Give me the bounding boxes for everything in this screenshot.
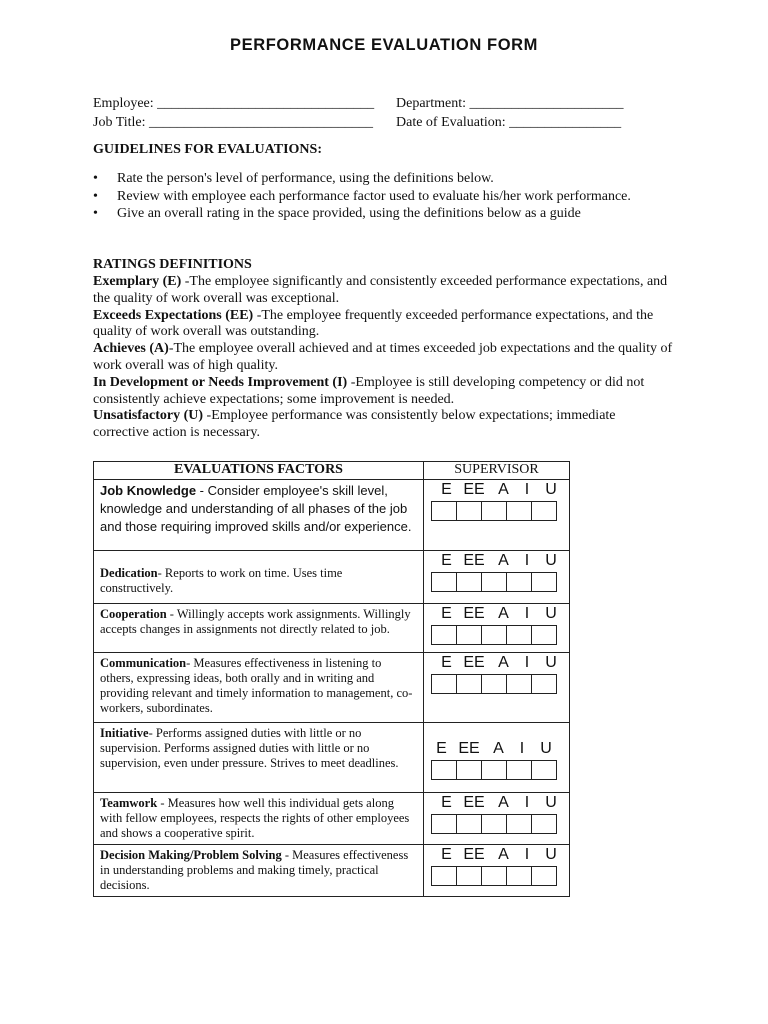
- rating-box[interactable]: [506, 501, 532, 521]
- code-label: I: [524, 846, 530, 863]
- factor-name: Decision Making/Problem Solving: [100, 848, 282, 862]
- rating-box[interactable]: [506, 866, 532, 886]
- rating-box[interactable]: [456, 501, 482, 521]
- rating-cell: [424, 723, 569, 780]
- rating-box[interactable]: [506, 572, 532, 592]
- rating-text: -Employee performance was consistently below expectations; immediate corrective action is necessary.: [93, 408, 616, 441]
- rating-codes: [424, 552, 569, 570]
- rating-box[interactable]: [481, 760, 507, 780]
- code-label: I: [524, 605, 530, 622]
- factor-desc: - Reports to work on time. Uses time constructively.: [100, 566, 343, 595]
- code-label: E: [441, 552, 452, 569]
- rating-box[interactable]: [481, 814, 507, 834]
- rating-box[interactable]: [481, 625, 507, 645]
- code-label: A: [498, 605, 509, 622]
- rating-box[interactable]: [456, 814, 482, 834]
- rating-box[interactable]: [531, 674, 557, 694]
- rating-box[interactable]: [431, 814, 457, 834]
- factor-cell: [94, 551, 423, 596]
- rating-definition: [93, 375, 673, 409]
- rating-boxes: [431, 760, 569, 780]
- guideline-item: [93, 206, 653, 223]
- date-of-evaluation-field[interactable]: Date of Evaluation: ________________: [396, 115, 622, 130]
- rating-codes: [424, 740, 569, 758]
- rating-codes: [424, 481, 569, 499]
- code-label: A: [493, 740, 504, 757]
- factor-cell: [94, 480, 423, 536]
- code-label: U: [545, 552, 557, 569]
- code-label: A: [498, 552, 509, 569]
- factor-cell: [94, 723, 423, 771]
- code-label: U: [545, 794, 557, 811]
- code-label: EE: [463, 481, 485, 498]
- code-label: EE: [463, 846, 485, 863]
- factor-name: Cooperation: [100, 607, 167, 621]
- code-label: A: [498, 846, 509, 863]
- table-header-row: [94, 462, 570, 480]
- code-label: U: [540, 740, 552, 757]
- guideline-text: Rate the person's level of performance, using the definitions below.: [117, 171, 494, 186]
- rating-box[interactable]: [431, 674, 457, 694]
- rating-text: -The employee overall achieved and at times exceeded job expectations and the quality of work overall was of high quality.: [93, 341, 673, 373]
- table-row: [94, 723, 570, 793]
- evaluation-table: [93, 461, 570, 897]
- rating-box[interactable]: [431, 760, 457, 780]
- code-label: E: [441, 654, 452, 671]
- code-label: I: [524, 654, 530, 671]
- factor-desc: - Measures how well this individual gets along with fellow employees, respects the rights of other employees and shows a cooperative spirit.: [100, 796, 410, 840]
- table-row: [94, 604, 570, 653]
- factor-name: Dedication: [100, 566, 158, 580]
- bullet-icon: •: [93, 188, 98, 204]
- guideline-item: [93, 171, 653, 188]
- rating-definition: [93, 408, 673, 442]
- rating-term: In Development or Needs Improvement (I): [93, 374, 348, 390]
- job-title-field[interactable]: Job Title: ________________________________: [93, 115, 374, 130]
- factor-name: Communication: [100, 656, 187, 670]
- rating-text: -The employee significantly and consistently exceeded performance expectations, and the quality of work overall was exceptional.: [93, 274, 668, 306]
- rating-box[interactable]: [456, 866, 482, 886]
- rating-box[interactable]: [431, 866, 457, 886]
- guideline-text: Give an overall rating in the space provided, using the definitions below as a guide: [117, 206, 581, 221]
- rating-box[interactable]: [431, 625, 457, 645]
- code-label: I: [524, 552, 530, 569]
- ratings-definitions: [93, 274, 673, 442]
- code-label: I: [524, 481, 530, 498]
- table-row: [94, 793, 570, 845]
- guidelines-heading: GUIDELINES FOR EVALUATIONS:: [93, 142, 322, 157]
- factors-column-header: EVALUATIONS FACTORS: [94, 462, 424, 480]
- rating-definition: [93, 341, 673, 375]
- rating-boxes: [431, 814, 569, 834]
- factor-desc: - Performs assigned duties with little or no supervision. Performs assigned duties with little or no supervision, even under pressure. Strives to meet deadlines.: [100, 726, 399, 770]
- rating-box[interactable]: [431, 572, 457, 592]
- factor-name: Initiative: [100, 726, 149, 740]
- code-label: I: [524, 794, 530, 811]
- factor-cell: [94, 604, 423, 637]
- code-label: U: [545, 481, 557, 498]
- factor-name: Job Knowledge: [100, 483, 197, 498]
- rating-box[interactable]: [481, 674, 507, 694]
- rating-box[interactable]: [531, 866, 557, 886]
- rating-box[interactable]: [456, 572, 482, 592]
- rating-boxes: [431, 625, 569, 645]
- form-title: PERFORMANCE EVALUATION FORM: [230, 36, 538, 54]
- rating-box[interactable]: [481, 501, 507, 521]
- rating-boxes: [431, 866, 569, 886]
- rating-cell: [424, 605, 569, 645]
- rating-codes: [424, 794, 569, 812]
- rating-term: Unsatisfactory (U): [93, 408, 204, 424]
- table-row: [94, 845, 570, 897]
- rating-cell: [424, 794, 569, 834]
- code-label: EE: [463, 605, 485, 622]
- code-label: EE: [463, 552, 485, 569]
- code-label: EE: [463, 794, 485, 811]
- ratings-heading: RATINGS DEFINITIONS: [93, 257, 252, 272]
- code-label: E: [441, 481, 452, 498]
- code-label: E: [441, 794, 452, 811]
- rating-box[interactable]: [481, 866, 507, 886]
- factor-desc: - Measures effectiveness in listening to others, expressing ideas, both orally and in writing and providing relevant and timely information to management, co-workers, subordinates.: [100, 656, 413, 715]
- factor-cell: [94, 653, 423, 716]
- code-label: E: [441, 605, 452, 622]
- code-label: A: [498, 654, 509, 671]
- code-label: E: [441, 846, 452, 863]
- employee-field[interactable]: Employee: _______________________________: [93, 96, 375, 111]
- rating-box[interactable]: [531, 760, 557, 780]
- rating-text: -The employee frequently exceeded performance expectations, and the quality of work overall was outstanding.: [93, 307, 654, 340]
- rating-box[interactable]: [456, 674, 482, 694]
- factor-desc: - Measures effectiveness in understanding problems and making timely, practical decisions.: [100, 848, 409, 892]
- rating-box[interactable]: [506, 674, 532, 694]
- factor-cell: [94, 845, 423, 893]
- rating-term: Exemplary (E): [93, 274, 182, 289]
- rating-box[interactable]: [506, 625, 532, 645]
- factor-name: Teamwork: [100, 796, 158, 810]
- rating-definition: [93, 308, 673, 342]
- department-field[interactable]: Department: ______________________: [396, 96, 624, 111]
- rating-text: -Employee is still developing competency or did not consistently achieve expectations; some improvement is needed.: [93, 374, 645, 407]
- table-row: [94, 480, 570, 551]
- rating-box[interactable]: [481, 572, 507, 592]
- table-row: [94, 653, 570, 723]
- supervisor-column-header: SUPERVISOR: [424, 462, 570, 480]
- rating-term: Exceeds Expectations (EE): [93, 307, 254, 323]
- rating-box[interactable]: [431, 501, 457, 521]
- rating-cell: [424, 552, 569, 592]
- rating-box[interactable]: [456, 760, 482, 780]
- rating-cell: [424, 654, 569, 694]
- code-label: EE: [463, 654, 485, 671]
- rating-term: Achieves (A): [93, 341, 169, 357]
- rating-box[interactable]: [531, 814, 557, 834]
- guideline-item: [93, 189, 653, 206]
- rating-box[interactable]: [506, 760, 532, 780]
- factor-desc: - Consider employee's skill level, knowledge and understanding of all phases of the job and those requiring improved skills and/or experience.: [100, 483, 412, 534]
- rating-definition: [93, 274, 673, 308]
- rating-box[interactable]: [531, 501, 557, 521]
- rating-boxes: [431, 674, 569, 694]
- rating-codes: [424, 605, 569, 623]
- guideline-text: Review with employee each performance factor used to evaluate his/her work performance.: [117, 188, 631, 204]
- rating-cell: [424, 481, 569, 521]
- rating-box[interactable]: [531, 625, 557, 645]
- code-label: I: [519, 740, 525, 757]
- bullet-icon: •: [93, 206, 98, 221]
- rating-codes: [424, 654, 569, 672]
- bullet-icon: •: [93, 171, 98, 186]
- code-label: U: [545, 846, 557, 863]
- rating-box[interactable]: [506, 814, 532, 834]
- rating-boxes: [431, 501, 569, 521]
- code-label: E: [436, 740, 447, 757]
- code-label: EE: [458, 740, 480, 757]
- code-label: A: [498, 481, 509, 498]
- factor-desc: - Willingly accepts work assignments. Willingly accepts changes in assignments not directly related to job.: [100, 607, 411, 636]
- rating-boxes: [431, 572, 569, 592]
- factor-cell: [94, 793, 423, 841]
- rating-cell: [424, 846, 569, 886]
- table-row: [94, 551, 570, 604]
- rating-box[interactable]: [531, 572, 557, 592]
- rating-box[interactable]: [456, 625, 482, 645]
- guidelines-list: [93, 171, 653, 224]
- rating-codes: [424, 846, 569, 864]
- code-label: U: [545, 605, 557, 622]
- code-label: A: [498, 794, 509, 811]
- code-label: U: [545, 654, 557, 671]
